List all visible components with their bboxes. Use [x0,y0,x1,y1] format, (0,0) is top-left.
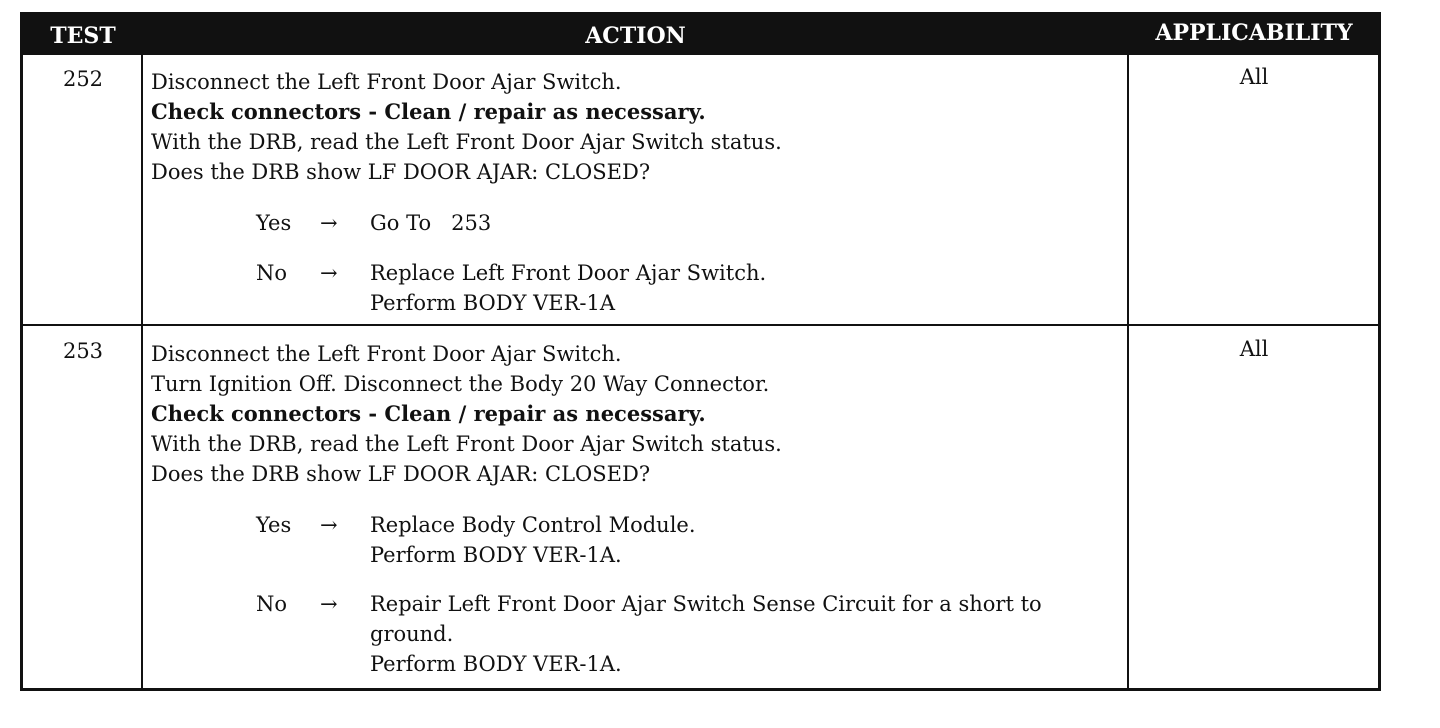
no-label: No [256,592,288,616]
test-number: 253 [62,339,104,363]
column-divider [141,55,143,688]
yes-label: Yes [256,513,292,537]
no-result [370,589,1120,679]
action-steps [151,67,1121,187]
result-line: Repair Left Front Door Ajar Switch Sense Circuit for a short to [370,592,1042,616]
header-applicability: APPLICABILITY [1155,20,1353,46]
result-line: Replace Left Front Door Ajar Switch. [370,261,767,285]
arrow-right-icon: → [320,592,338,616]
result-line: Replace Body Control Module. [370,513,696,537]
applicability-value: All [1239,65,1269,89]
action-step: Disconnect the Left Front Door Ajar Switch. [151,342,622,366]
yes-label: Yes [256,211,292,235]
table-header [23,15,1378,55]
result-line: ground. [370,622,454,646]
column-divider [1127,55,1129,688]
action-step: Check connectors - Clean / repair as necessary. [151,401,706,426]
arrow-right-icon: → [320,513,338,537]
action-question: Does the DRB show LF DOOR AJAR: CLOSED? [151,160,651,184]
action-steps [151,339,1121,489]
result-line: Perform BODY VER-1A. [370,652,622,676]
yes-result [370,208,1120,238]
header-test: TEST [50,23,116,49]
yes-result [370,510,1120,570]
action-step: With the DRB, read the Left Front Door Ajar Switch status. [151,432,782,456]
diagnostic-test-table [20,12,1381,691]
result-line: Perform BODY VER-1A [370,291,616,315]
result-line: Perform BODY VER-1A. [370,543,622,567]
action-step: With the DRB, read the Left Front Door Ajar Switch status. [151,130,782,154]
action-step: Disconnect the Left Front Door Ajar Switch. [151,70,622,94]
applicability-value: All [1239,337,1269,361]
arrow-right-icon: → [320,211,338,235]
result-line: Go To 253 [370,211,492,235]
header-action: ACTION [585,23,686,49]
no-label: No [256,261,288,285]
action-step: Check connectors - Clean / repair as necessary. [151,99,706,124]
no-result [370,258,1120,318]
action-question: Does the DRB show LF DOOR AJAR: CLOSED? [151,462,651,486]
action-step: Turn Ignition Off. Disconnect the Body 20 Way Connector. [151,372,770,396]
test-number: 252 [62,67,104,91]
row-divider [23,324,1378,326]
arrow-right-icon: → [320,261,338,285]
